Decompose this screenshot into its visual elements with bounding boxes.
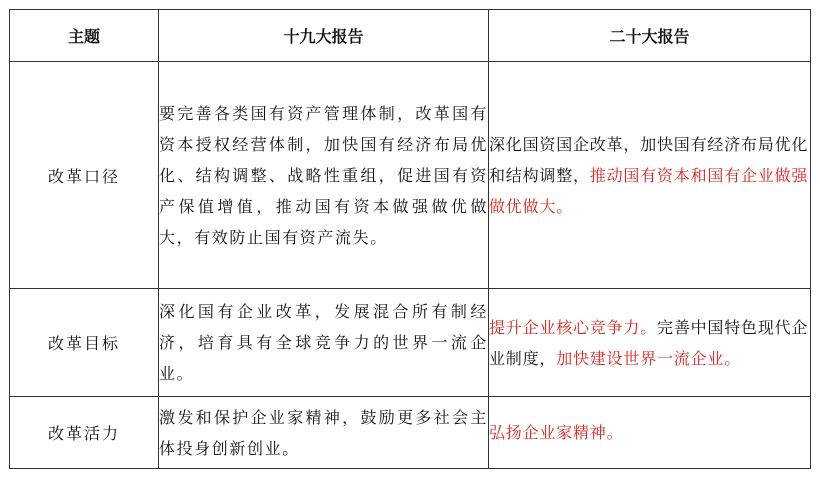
nineteenth-cell: 深化国有企业改革，发展混合所有制经济，培育具有全球竞争力的世界一流企业。 <box>159 289 489 397</box>
header-19th-report: 十九大报告 <box>159 10 489 62</box>
theme-cell: 改革活力 <box>10 397 159 469</box>
nineteenth-cell: 激发和保护企业家精神，鼓励更多社会主体投身创新创业。 <box>159 397 489 469</box>
theme-cell: 改革目标 <box>10 289 159 397</box>
twentieth-cell <box>489 62 811 289</box>
highlight-text: 加快建设世界一流企业。 <box>556 348 742 368</box>
table-row <box>10 397 811 469</box>
header-theme: 主题 <box>10 10 159 62</box>
twentieth-cell <box>489 289 811 397</box>
table-row <box>10 289 811 397</box>
header-20th-report: 二十大报告 <box>489 10 811 62</box>
highlight-text: 推动国有资本和国有企业做强做优做大。 <box>489 165 809 216</box>
highlight-text: 弘扬企业家精神。 <box>489 423 624 442</box>
nineteenth-cell: 要完善各类国有资产管理体制，改革国有资本授权经营体制，加快国有经济布局优化、结构调整、战略性重组，促进国有资产保值增值，推动国有资本做强做优做大，有效防止国有资产流失。 <box>159 62 489 289</box>
plain-text: 深化国资国企改革，加快国有经济布局优化和结构调整， <box>489 134 809 185</box>
twentieth-cell <box>489 397 811 469</box>
table-row <box>10 62 811 289</box>
plain-text: 完善中国特色现代企业制度， <box>489 317 809 368</box>
theme-cell: 改革口径 <box>10 62 159 289</box>
comparison-table <box>9 9 811 469</box>
highlight-text: 提升企业核心竞争力。 <box>489 317 658 337</box>
header-row <box>10 10 811 62</box>
